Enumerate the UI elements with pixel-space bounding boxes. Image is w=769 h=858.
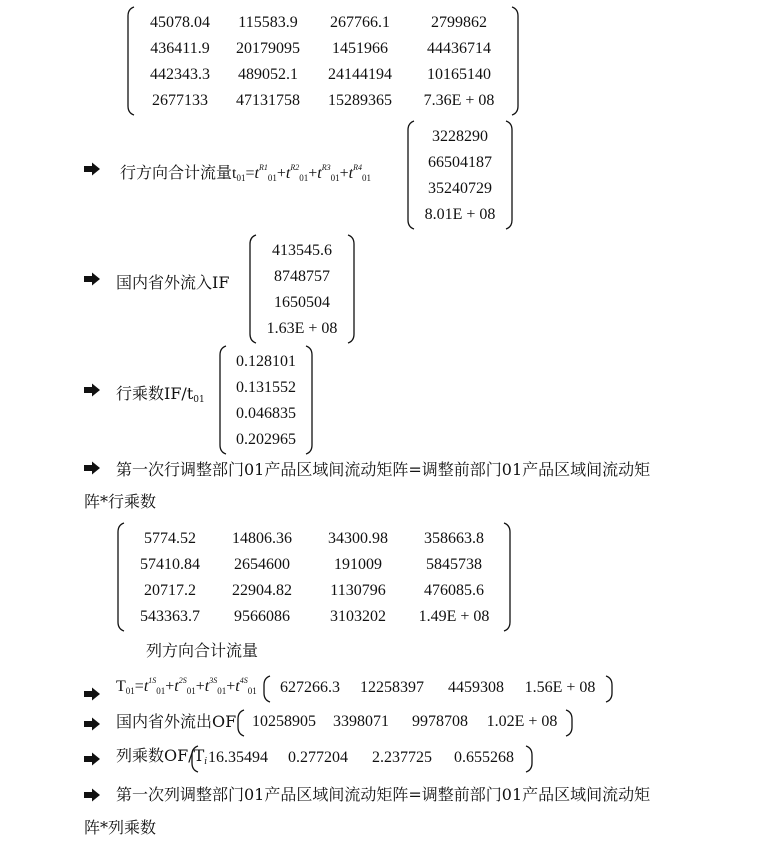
matrix-cell: 24144194 <box>328 66 392 83</box>
right-paren <box>502 522 512 632</box>
vector-cell: 8.01E + 08 <box>424 206 496 223</box>
arrow-bullet-icon <box>83 687 101 701</box>
col-total-row-vector <box>272 678 604 698</box>
sum-term: $t^{1S}_{01}$ <box>143 676 166 696</box>
matrix-cell: 22904.82 <box>232 582 292 599</box>
row-total-formula: 行方向合计流量$t_{01}=t^{R1}_{01}+t^{R2}_{01}+t^{R3}_{01}+t^{R4}_{01}$ <box>120 163 371 183</box>
matrix-cell: 436411.9 <box>150 40 210 57</box>
matrix-cell: 2654600 <box>234 556 290 573</box>
matrix-initial <box>136 10 510 114</box>
sum-term: $t^{R4}_{01}$ <box>348 163 371 183</box>
matrix-cell: 5774.52 <box>144 530 196 547</box>
vector-cell: 66504187 <box>428 154 492 171</box>
vector-cell: 9978708 <box>412 713 468 730</box>
left-paren <box>236 709 246 737</box>
row-multiplier-vector <box>228 349 304 453</box>
vector-cell: 1.56E + 08 <box>524 679 596 696</box>
matrix-cell: 14806.36 <box>232 530 292 547</box>
row-multiplier-label: 行乘数$IF/t_{01}$ <box>116 384 205 405</box>
left-paren <box>248 234 258 344</box>
arrow-bullet-icon <box>83 383 101 397</box>
inflow-vector <box>258 238 346 342</box>
left-paren <box>190 745 200 773</box>
vector-cell: 10258905 <box>252 713 316 730</box>
vector-cell: 35240729 <box>428 180 492 197</box>
vector-cell: 0.046835 <box>236 405 296 422</box>
vector-cell: 16.35494 <box>208 749 268 766</box>
inflow-label: 国内省外流入IF <box>116 273 230 292</box>
sum-term: $t^{3S}_{01}$ <box>204 676 227 696</box>
matrix-cell: 10165140 <box>427 66 491 83</box>
vector-cell: 12258397 <box>360 679 424 696</box>
col-multiplier-row-vector <box>200 748 524 768</box>
first-col-adjust-line1: 第一次列调整部门01产品区域间流动矩阵=调整前部门01产品区域间流动矩 <box>116 785 651 804</box>
matrix-cell: 2799862 <box>431 14 487 31</box>
col-total-formula: $T_{01}=t^{1S}_{01}+t^{2S}_{01}+t^{3S}_{01}+t^{4S}_{01}$ <box>116 676 257 696</box>
left-paren <box>218 345 228 455</box>
vector-cell: 627266.3 <box>280 679 340 696</box>
outflow-row-vector <box>246 712 564 732</box>
first-row-adjust-line2: 阵*行乘数 <box>84 492 157 511</box>
vector-cell: 0.128101 <box>236 353 296 370</box>
matrix-cell: 1130796 <box>330 582 386 599</box>
matrix-cell: 489052.1 <box>238 66 298 83</box>
arrow-bullet-icon <box>83 461 101 475</box>
arrow-bullet-icon <box>83 162 101 176</box>
sum-term: $t^{R1}_{01}$ <box>254 163 277 183</box>
sum-term: $t^{4S}_{01}$ <box>235 676 257 696</box>
matrix-adjusted <box>126 526 502 630</box>
matrix-cell: 3103202 <box>330 608 386 625</box>
matrix-cell: 543363.7 <box>140 608 200 625</box>
matrix-cell: 20179095 <box>236 40 300 57</box>
matrix-cell: 1.49E + 08 <box>418 608 490 625</box>
matrix-cell: 44436714 <box>427 40 491 57</box>
matrix-cell: 20717.2 <box>144 582 196 599</box>
vector-cell: 0.202965 <box>236 431 296 448</box>
matrix-cell: 9566086 <box>234 608 290 625</box>
left-paren <box>406 120 416 230</box>
vector-cell: 413545.6 <box>272 242 332 259</box>
matrix-cell: 115583.9 <box>238 14 298 31</box>
matrix-cell: 7.36E + 08 <box>423 92 495 109</box>
right-paren <box>304 345 314 455</box>
left-paren <box>116 522 126 632</box>
row-total-label: 行方向合计流量 <box>120 163 233 182</box>
arrow-bullet-icon <box>83 788 101 802</box>
left-paren <box>262 675 272 703</box>
first-col-adjust-line2: 阵*列乘数 <box>84 818 157 837</box>
sum-term: $t^{2S}_{01}$ <box>174 676 196 696</box>
sum-term: $t^{R3}_{01}$ <box>317 163 340 183</box>
arrow-bullet-icon <box>83 752 101 766</box>
arrow-bullet-icon <box>83 717 101 731</box>
right-paren <box>564 709 574 737</box>
matrix-cell: 5845738 <box>426 556 482 573</box>
vector-cell: 4459308 <box>448 679 504 696</box>
col-total-heading: 列方向合计流量 <box>146 641 259 660</box>
sum-term: $t^{R2}_{01}$ <box>285 163 309 183</box>
right-paren <box>510 6 520 116</box>
matrix-cell: 267766.1 <box>330 14 390 31</box>
matrix-cell: 191009 <box>334 556 382 573</box>
matrix-cell: 442343.3 <box>150 66 210 83</box>
row-total-vector <box>416 124 504 228</box>
vector-cell: 8748757 <box>274 268 330 285</box>
right-paren <box>524 745 534 773</box>
vector-cell: 3228290 <box>432 128 488 145</box>
vector-cell: 0.131552 <box>236 379 296 396</box>
vector-cell: 2.237725 <box>372 749 432 766</box>
right-paren <box>346 234 356 344</box>
arrow-bullet-icon <box>83 272 101 286</box>
vector-cell: 3398071 <box>333 713 389 730</box>
matrix-cell: 34300.98 <box>328 530 388 547</box>
vector-cell: 1650504 <box>274 294 330 311</box>
first-row-adjust-line1: 第一次行调整部门01产品区域间流动矩阵=调整前部门01产品区域间流动矩 <box>116 460 651 479</box>
matrix-cell: 15289365 <box>328 92 392 109</box>
matrix-cell: 47131758 <box>236 92 300 109</box>
vector-cell: 0.655268 <box>454 749 514 766</box>
vector-cell: 0.277204 <box>288 749 348 766</box>
col-multiplier-label: 列乘数$OF/T_i$ <box>116 746 208 767</box>
matrix-cell: 45078.04 <box>150 14 210 31</box>
right-paren <box>504 120 514 230</box>
left-paren <box>126 6 136 116</box>
matrix-cell: 358663.8 <box>424 530 484 547</box>
right-paren <box>604 675 614 703</box>
matrix-cell: 57410.84 <box>140 556 200 573</box>
vector-cell: 1.02E + 08 <box>486 713 558 730</box>
matrix-cell: 476085.6 <box>424 582 484 599</box>
matrix-cell: 2677133 <box>152 92 208 109</box>
outflow-label: 国内省外流出OF <box>116 712 237 731</box>
matrix-cell: 1451966 <box>332 40 388 57</box>
vector-cell: 1.63E + 08 <box>266 320 338 337</box>
